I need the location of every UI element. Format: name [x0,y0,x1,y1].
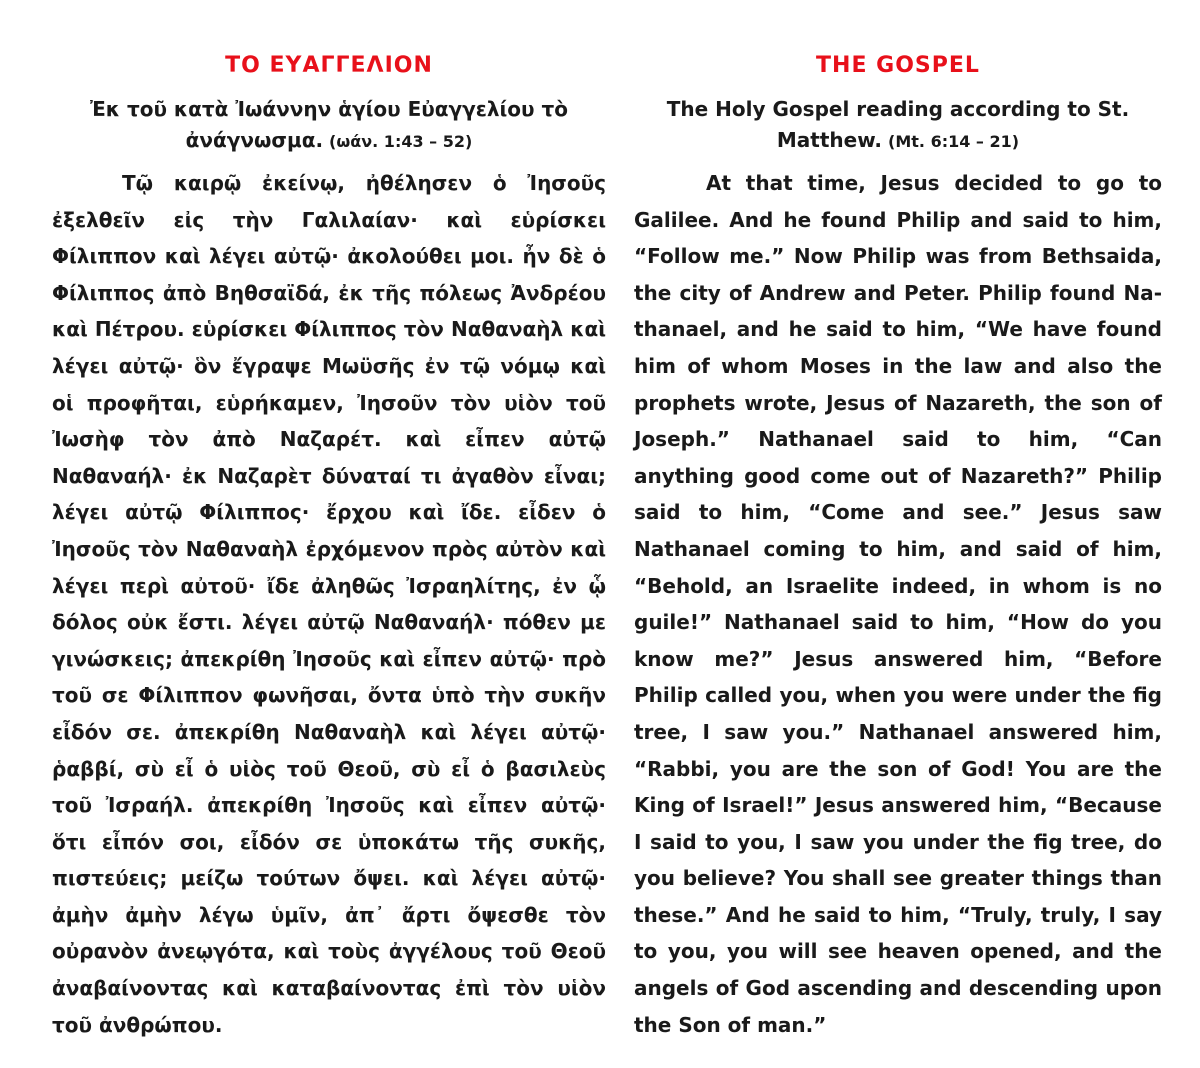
greek-reading-text: Τῷ καιρῷ ἐκείνῳ, ἠθέλησεν ὁ Ἰησοῦς ἐξελθεῖν εἰς τὴν Γαλιλαίαν· καὶ εὑρίσκει Φίλιππον καὶ λέγει αὐτῷ· ἀκολούθει μοι. ἦν δὲ ὁ Φίλιππος ἀπὸ Βηθσαϊδά, ἐκ τῆς πόλεως Ἀνδρέου καὶ Πέτρου. εὑρίσκει Φίλιππος τὸν Ναθαναὴλ καὶ λέγει αὐτῷ· ὃν ἔγραψε Μωϋσῆς ἐν τῷ νόμῳ καὶ οἱ προφῆται, εὑρήκαμεν, Ἰησοῦν τὸν υἱὸν τοῦ Ἰωσὴφ τὸν ἀπὸ Ναζαρέτ. καὶ εἶπεν αὐτῷ Ναθαναήλ· ἐκ Ναζαρὲτ δύναταί τι ἀγαθὸν εἶναι; λέγει αὐτῷ Φίλιππος· ἔρχου καὶ ἴδε. εἶδεν ὁ Ἰησοῦς τὸν Ναθαναὴλ ἐρχόμενον πρὸς αὐτὸν καὶ λέγει περὶ αὐτοῦ· ἴδε ἀληθῶς Ἰσραηλίτης, ἐν ᾧ δόλος οὐκ ἔστι. λέγει αὐτῷ Ναθαναήλ· πόθεν με γινώσκεις; ἀπεκρίθη Ἰησοῦς καὶ εἶπεν αὐτῷ· πρὸ τοῦ σε Φίλιππον φωνῆσαι, ὄντα ὑπὸ τὴν συκῆν εἶδόν σε. ἀπεκρίθη Ναθαναὴλ καὶ λέγει αὐτῷ· ῥαββί, σὺ εἶ ὁ υἱὸς τοῦ Θεοῦ, σὺ εἶ ὁ βασιλεὺς τοῦ Ἰσραήλ. ἀπεκρίθη Ἰησοῦς καὶ εἶπεν αὐτῷ· ὅτι εἶπόν σοι, εἶδόν σε ὑποκάτω τῆς συκῆς, πιστεύεις; μείζω τούτων ὄψει. καὶ λέγει αὐτῷ· ἀμὴν ἀμὴν λέγω ὑμῖν, ἀπ᾿ ἄρτι ὄψεσθε τὸν οὐρανὸν ἀνεῳγότα, καὶ τοὺς ἀγγέλους τοῦ Θεοῦ ἀναβαίνοντας καὶ καταβαίνοντας ἐπὶ τὸν υἱὸν τοῦ ἀνθρώπου. [52,171,606,1037]
english-subtitle-block [634,94,1162,157]
greek-subtitle-block [52,94,606,157]
greek-column [52,50,606,1043]
english-reference: (Mt. 6:14 – 21) [888,132,1020,151]
english-subtitle: The Holy Gospel reading according to St. Matthew. [666,97,1130,152]
greek-subtitle: Ἐκ τοῦ κατὰ Ἰωάννην ἁγίου Εὐαγγελίου τὸ ἀνάγνωσμα. [89,97,569,152]
english-title: THE GOSPEL [816,53,980,78]
greek-title: ΤΟ ΕΥΑΓΓΕΛΙΟΝ [225,53,433,78]
english-reading-text: At that time, Jesus decided to go to Galilee. And he found Philip and said to him, “Follow me.” Now Philip was from Bethsaida, the city of Andrew and Peter. Philip found Nathanael, and he said to him, “We have found him of whom Moses in the law and also the prophets wrote, Jesus of Nazareth, the son of Joseph.” Nathanael said to him, “Can anything good come out of Nazareth?” Philip said to him, “Come and see.” Jesus saw Nathanael coming to him, and said of him, “Behold, an Israelite indeed, in whom is no guile!” Nathanael said to him, “How do you know me?” Jesus answered him, “Before Philip called you, when you were under the fig tree, I saw you.” Nathanael answered him, “Rabbi, you are the son of God! You are the King of Israel!” Jesus answered him, “Because I said to you, I saw you under the fig tree, do you believe? You shall see greater things than these.” And he said to him, “Truly, truly, I say to you, you will see heaven opened, and the angels of God ascending and descending upon the Son of man.” [634,171,1162,1037]
greek-reference: (ωάν. 1:43 – 52) [329,132,473,151]
english-column [634,50,1162,1043]
